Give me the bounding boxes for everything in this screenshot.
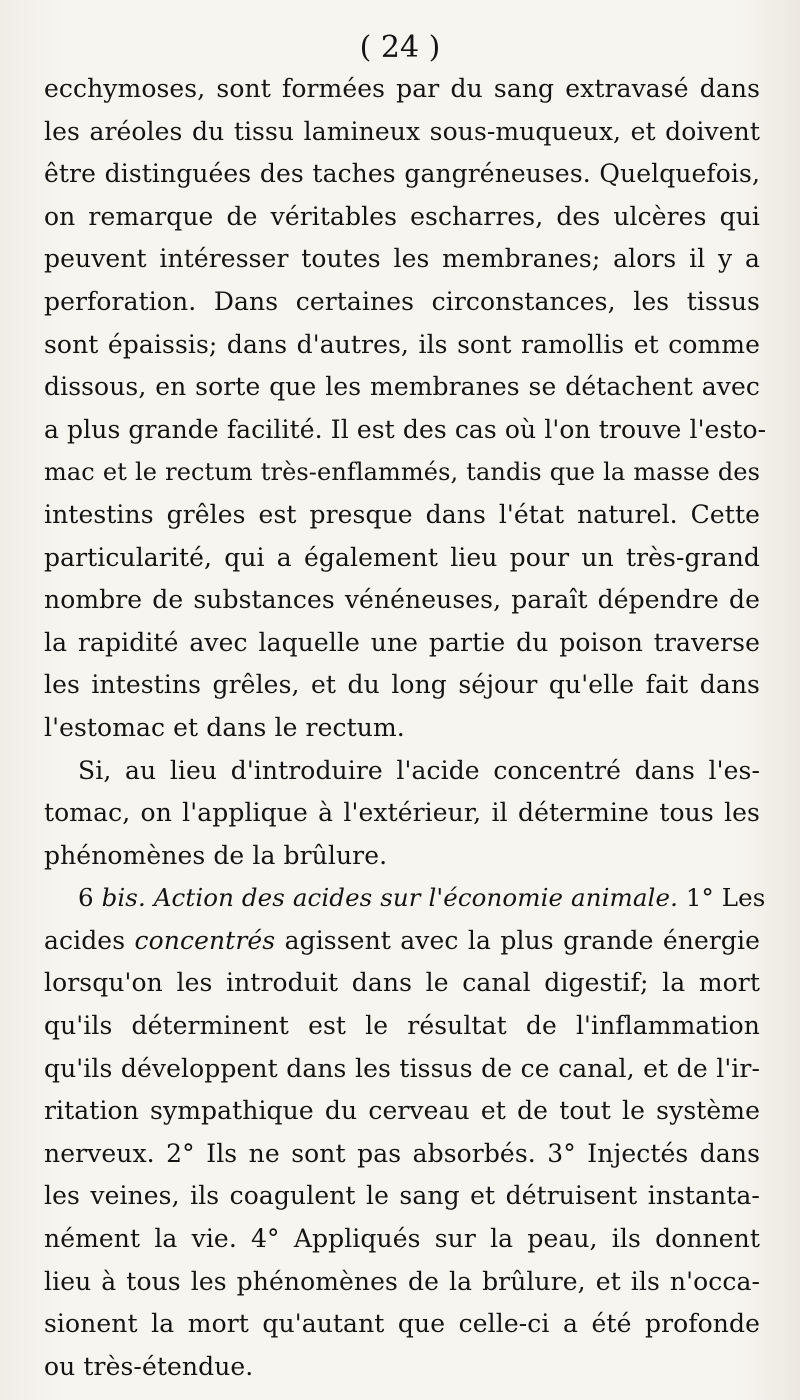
text-line: ecchymoses, sont formées par du sang extravasé dans: [44, 74, 760, 103]
section-first-line-tail: 1° Les: [677, 883, 766, 913]
text-line: ritation sympathique du cerveau et de tout le système: [44, 1096, 760, 1126]
text-line: dissous, en sorte que les membranes se détachent avec: [44, 372, 760, 402]
section-bis: bis: [101, 883, 138, 913]
text-line: particularité, qui a également lieu pour un très-grand: [44, 542, 760, 572]
emphasis-concentres: concentrés: [134, 925, 276, 955]
section-heading-line: [44, 877, 766, 920]
text-line: phénomènes de la brûlure.: [44, 840, 388, 870]
text-line: acides concentrés agissent avec la plus grande énergie: [44, 925, 761, 955]
text-line: nément la vie. 4° Appliqués sur la peau, ils donnent: [44, 1224, 760, 1254]
text-line: nerveux. 2° Ils ne sont pas absorbés. 3° Injectés dans: [44, 1138, 760, 1168]
text-line: les veines, ils coagulent le sang et détruisent instanta-: [44, 1181, 760, 1211]
text-line: les aréoles du tissu lamineux sous-muqueux, et doivent: [44, 116, 760, 146]
text-line: sionent la mort qu'autant que celle-ci a été profonde: [44, 1309, 760, 1339]
text-line: lorsqu'on les introduit dans le canal digestif; la mort: [44, 968, 760, 998]
text-line: lieu à tous les phénomènes de la brûlure, et ils n'occa-: [44, 1266, 760, 1296]
paragraph-start: Si, au lieu d'introduire l'acide concentré dans l'es-: [78, 755, 760, 785]
text-line: être distinguées des taches gangréneuses. Quelquefois,: [44, 159, 760, 189]
text-line: peuvent intéresser toutes les membranes; alors il y a: [44, 244, 760, 274]
text-line: les intestins grêles, et du long séjour qu'elle fait dans: [44, 670, 760, 700]
text-line: la rapidité avec laquelle une partie du poison traverse: [44, 627, 760, 657]
body-text: [44, 68, 767, 1388]
section-title: . Action des acides sur l'économie animale.: [137, 883, 678, 913]
text-line: on remarque de véritables escharres, des ulcères qui: [44, 201, 760, 231]
page-number: ( 24 ): [359, 30, 441, 65]
section-number: 6: [78, 883, 102, 913]
text-line: perforation. Dans certaines circonstances, les tissus: [44, 286, 760, 316]
text-line: l'estomac et dans le rectum.: [44, 712, 405, 742]
text-line: qu'ils déterminent est le résultat de l'inflammation: [44, 1011, 760, 1041]
text-line: a plus grande facilité. Il est des cas où l'on trouve l'esto-: [44, 414, 767, 444]
text-line: mac et le rectum très-enflammés, tandis que la masse des: [44, 458, 760, 487]
text-line: qu'ils développent dans les tissus de ce canal, et de l'ir-: [44, 1053, 760, 1083]
text-line: tomac, on l'applique à l'extérieur, il détermine tous les: [44, 798, 760, 828]
text-line: intestins grêles est presque dans l'état naturel. Cette: [44, 499, 760, 529]
text-line: sont épaissis; dans d'autres, ils sont ramollis et comme: [44, 329, 760, 359]
text-line: ou très-étendue.: [44, 1351, 254, 1381]
text-line: nombre de substances vénéneuses, paraît dépendre de: [44, 585, 760, 615]
